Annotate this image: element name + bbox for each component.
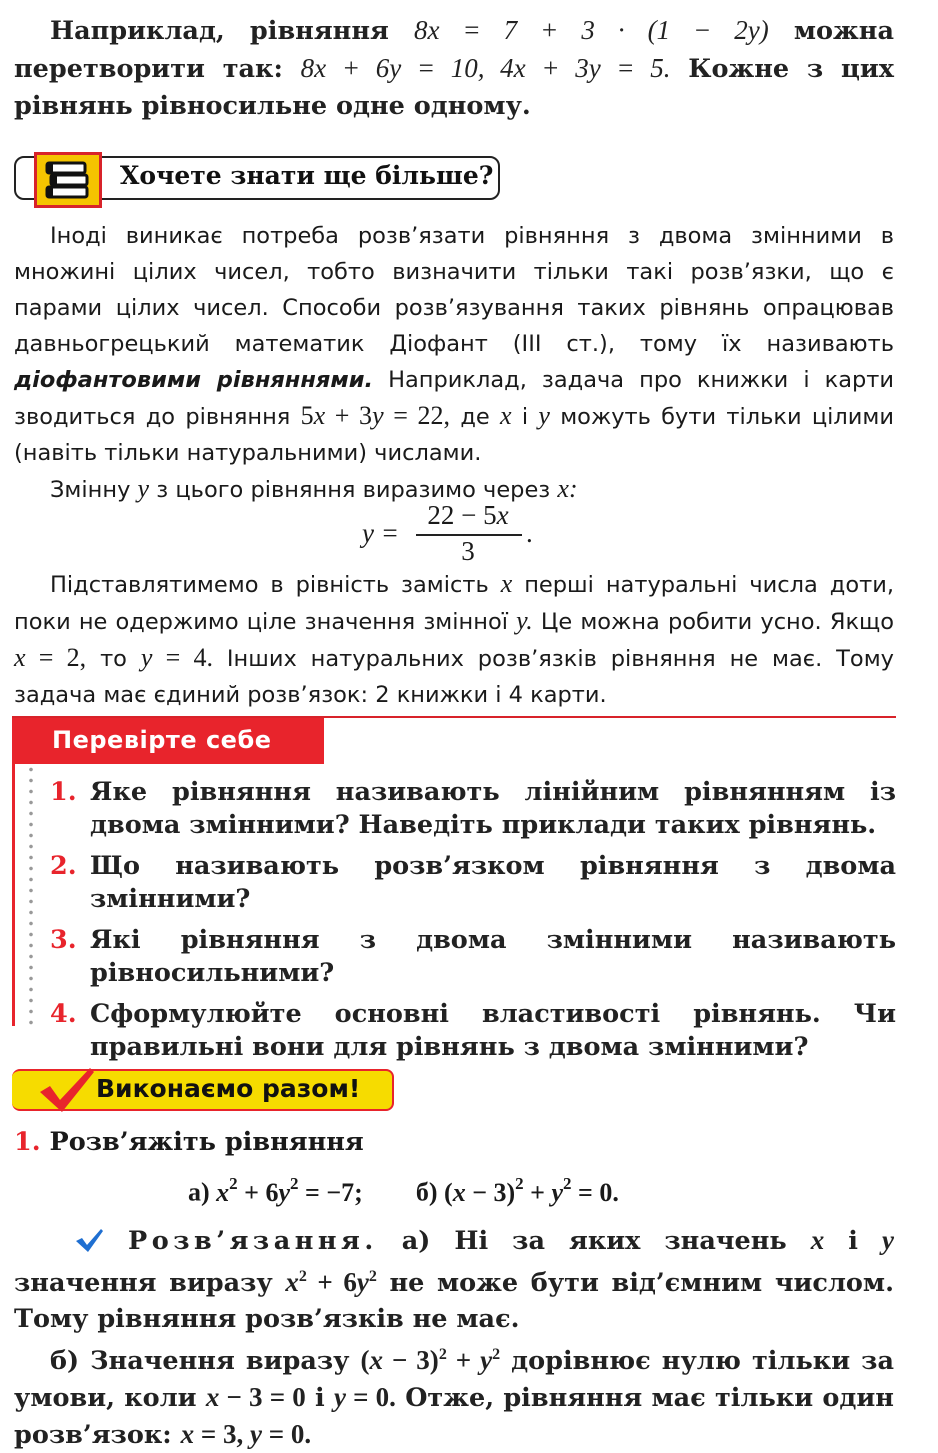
para2-var-x: x xyxy=(500,569,513,598)
display-formula xyxy=(362,500,562,564)
task-number: 1. xyxy=(14,1127,41,1157)
solution-b-answer: x = 3, y = 0. xyxy=(180,1419,312,1449)
solution-a-expression: $x^2 + 6y^2$ xyxy=(285,1267,377,1297)
check-left-bar xyxy=(12,764,15,1026)
dioph-term: діофантовими рівняннями. xyxy=(14,367,374,393)
formula-lhs: y = xyxy=(362,518,399,548)
solution-b-expression: $(x - 3)^2 + y^2$ xyxy=(360,1345,501,1375)
dioph-text-3: де xyxy=(460,404,490,430)
check-yourself-section xyxy=(12,716,896,1062)
intro-text-1: Наприклад, рівняння xyxy=(50,16,389,46)
dioph-var-y: y xyxy=(538,401,550,430)
question-list xyxy=(50,776,896,1072)
dioph-text-4: і xyxy=(521,404,529,430)
dotted-border xyxy=(28,764,34,1026)
dioph-text-7: з цього рівняння виразимо через xyxy=(156,477,551,503)
solution-b-condition-2: y = 0. xyxy=(334,1382,396,1412)
solution-b-condition-1: x − 3 = 0 xyxy=(205,1382,306,1412)
check-yourself-title: Перевірте себе xyxy=(52,726,272,754)
solution-block xyxy=(14,1222,894,1453)
formula-numerator: 22 − 5x xyxy=(427,500,509,530)
solution-b-and: і xyxy=(315,1383,325,1413)
dioph-text-5: можуть бути тільки цілими (навіть тільки натуральними) числами. xyxy=(14,404,895,466)
question-item: 4. Сформулюйте основні властивості рівнянь. Чи правильні вони для рівнянь з двома змінними? xyxy=(50,999,896,1062)
dioph-var-x-2: x: xyxy=(557,474,578,503)
para2-text-5: Інших натуральних розв’язків рівняння не має. Тому задача має єдиний розв’язок: 2 книжки і 4 карти. xyxy=(14,646,894,708)
task-b-equation: $(x - 3)^2 + y^2 = 0$. xyxy=(444,1174,619,1207)
solution-label: Розв’язання. xyxy=(128,1226,378,1256)
substitution-paragraph xyxy=(14,566,894,713)
dioph-text-6: Змінну xyxy=(50,477,131,503)
checkmark-icon xyxy=(36,1066,96,1114)
intro-text-2: можна перетворити так: xyxy=(14,16,894,84)
intro-paragraph xyxy=(14,12,894,125)
diophantine-paragraph xyxy=(14,218,894,508)
do-together-heading xyxy=(12,1066,396,1116)
task-b-label: б) xyxy=(415,1177,438,1207)
dioph-equation: 5x + 3y = 22, xyxy=(300,401,451,430)
question-item: 2. Що називають розв’язком рівняння з двома змінними? xyxy=(50,851,896,914)
formula-denominator: 3 xyxy=(461,536,475,566)
dioph-var-x: x xyxy=(500,401,512,430)
solution-var-y: y xyxy=(881,1225,894,1255)
para2-eq-y: y = 4. xyxy=(140,643,213,672)
para2-text-2: перші натуральні числа доти, поки не одержимо ціле значення змінної xyxy=(14,572,894,635)
task-heading xyxy=(14,1124,894,1160)
intro-text-3: Кожне з цих рівнянь рівносильне одне одному. xyxy=(14,54,894,121)
solution-b-text-1: б) Значення виразу xyxy=(50,1346,350,1376)
know-more-heading xyxy=(14,152,498,206)
solution-b-text-3: Отже, рівняння має тільки один розв’язок: xyxy=(14,1383,894,1450)
know-more-title: Хочете знати ще більше? xyxy=(120,161,494,190)
do-together-title: Виконаємо разом! xyxy=(96,1074,361,1103)
question-item: 3. Які рівняння з двома змінними називають рівносильними? xyxy=(50,925,896,988)
solution-a-text-1: а) Ні за яких значень xyxy=(401,1226,787,1256)
task-a-label: а) xyxy=(188,1177,210,1207)
dioph-text-1: Іноді виникає потреба розв’язати рівняння з двома змінними в множині цілих чисел, тобто визначити тільки такі розв’язки, що є парами цілих чисел. Способи розв’язування таких рівнянь опрацював давньогрецький математик Діофант (ІІІ ст.), тому їх називають xyxy=(14,223,894,357)
task-equations xyxy=(188,1166,808,1213)
solution-check-icon xyxy=(74,1227,104,1253)
intro-equation-1: 8x = 7 + 3 · (1 − 2y) xyxy=(413,15,769,45)
task-text: Розв’яжіть рівняння xyxy=(49,1127,364,1157)
dioph-text-2: Наприклад, задача про книжки і карти зводиться до рівняння xyxy=(14,367,894,430)
question-item: 1. Яке рівняння називають лінійним рівнянням із двома змінними? Наведіть приклади таких рівнянь. xyxy=(50,777,896,840)
check-yourself-tab xyxy=(12,718,324,764)
books-icon xyxy=(34,152,102,208)
solution-b-text-2: дорівнює нулю тільки за умови, коли xyxy=(14,1346,894,1413)
task-a-equation: $x^2 + 6y^2 = -7$; xyxy=(216,1174,363,1207)
para2-text-4: то xyxy=(100,646,127,672)
para2-eq-x: x = 2, xyxy=(14,643,87,672)
formula-end: . xyxy=(526,518,533,548)
solution-a-text-3: не може бути від’ємним числом. Тому рівняння розв’язків не має. xyxy=(14,1268,894,1334)
para2-text-3: Це можна робити усно. Якщо xyxy=(540,609,895,635)
solution-var-x: x xyxy=(810,1225,825,1255)
para2-var-y: y. xyxy=(516,606,533,635)
solution-a-text-2: значення виразу xyxy=(14,1268,273,1298)
para2-text-1: Підставлятимемо в рівність замість xyxy=(50,572,489,598)
dioph-var-y-2: y xyxy=(137,474,150,503)
intro-equation-2: 8x + 6y = 10, 4x + 3y = 5. xyxy=(300,53,671,83)
solution-and: і xyxy=(848,1226,858,1256)
